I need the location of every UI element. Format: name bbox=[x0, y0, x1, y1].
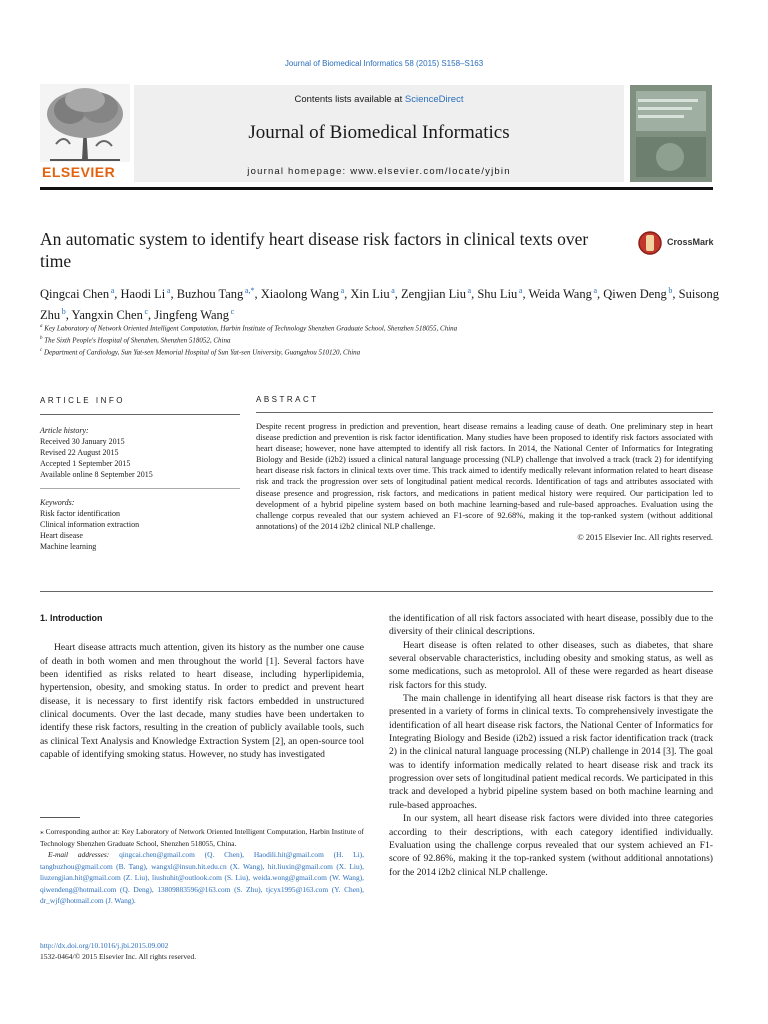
author-name: Qingcai Chen bbox=[40, 287, 110, 302]
masthead bbox=[40, 84, 713, 184]
body-column-right bbox=[389, 612, 713, 879]
history-label: Article history: bbox=[40, 426, 89, 435]
abstract bbox=[256, 395, 713, 543]
keyword-item: Machine learning bbox=[40, 542, 97, 551]
crossmark-badge[interactable] bbox=[638, 231, 714, 255]
footnote bbox=[40, 826, 364, 907]
crossmark-icon bbox=[638, 231, 662, 255]
author-name: Suisong Zhu bbox=[40, 287, 719, 323]
affiliation-marker: a bbox=[40, 324, 43, 329]
article-info bbox=[40, 395, 240, 552]
author-name: Xin Liu bbox=[350, 287, 390, 302]
body-paragraph: The main challenge in identifying all heart disease risk factors is that they are presented in a variety of forms in clinical texts. To comprehensively investigate the identification of all heart disease risk factors, the National Center of Informatics for Integrating Biology and Beside (i2b2) issued a risk factor identification track (track 2) in the clinical natural language processing (NLP) challenge in 2014 [3]. The goal was to identify information medically related to heart disease risk and track its progression over sets of longitudinal patient medical records. We participated in this track and developed a hybrid pipeline system based on both machine learning and rule-based approaches. bbox=[389, 693, 713, 811]
author-affiliation-marker[interactable]: a bbox=[109, 286, 115, 295]
author-affiliation-marker[interactable]: a bbox=[338, 286, 345, 295]
email-addresses bbox=[40, 849, 364, 907]
history-item: Received 30 January 2015 bbox=[40, 437, 125, 446]
author-name: Shu Liu bbox=[477, 287, 518, 302]
affiliation-marker: c bbox=[40, 347, 43, 353]
copyright: © 2015 Elsevier Inc. All rights reserved. bbox=[577, 532, 713, 542]
affiliation-text: Key Laboratory of Network Oriented Intelligent Computation, Harbin Institute of Technology Shenzhen Graduate School, Shenzhen 518055, China bbox=[42, 324, 458, 333]
masthead-rule bbox=[40, 187, 713, 190]
abstract-heading: ABSTRACT bbox=[256, 395, 319, 404]
section-heading-introduction: 1. Introduction bbox=[40, 613, 103, 623]
author-affiliation-marker[interactable]: a bbox=[165, 286, 171, 295]
journal-homepage[interactable]: journal homepage: www.elsevier.com/locate/yjbin bbox=[247, 166, 511, 177]
sciencedirect-link[interactable]: ScienceDirect bbox=[404, 94, 464, 105]
corresponding-author-note: ⁎ Corresponding author at: Key Laboratory of Network Oriented Intelligent Computation, Harbin Institute of Technology Shenzhen Graduate School, Shenzhen 518055, China. bbox=[40, 827, 364, 848]
author-name: Qiwen Deng bbox=[603, 287, 667, 302]
journal-cover-image bbox=[630, 85, 712, 182]
journal-reference-link[interactable]: Journal of Biomedical Informatics 58 (2015) S158–S163 bbox=[284, 59, 484, 68]
affiliation-marker: b bbox=[40, 335, 43, 341]
left-paragraphs bbox=[40, 641, 364, 761]
keyword-item: Risk factor identification bbox=[40, 509, 120, 518]
publisher-name: ELSEVIER bbox=[42, 164, 116, 180]
affiliation-text: The Sixth People's Hospital of Shenzhen, Shenzhen 518052, China bbox=[42, 336, 231, 345]
keyword-item: Clinical information extraction bbox=[40, 520, 140, 529]
history-item: Accepted 1 September 2015 bbox=[40, 459, 131, 468]
body-paragraph: Heart disease is often related to other diseases, such as diabetes, that share several observable characteristics, including obesity and smoking status, as well as some medications, such as metoprolol. All of these were regarded as heart disease risk factors for this study. bbox=[389, 639, 713, 691]
crossmark-label: CrossMark bbox=[667, 237, 714, 247]
author-name: Jingfeng Wang bbox=[154, 308, 230, 323]
abstract-rule bbox=[256, 412, 713, 413]
author-name: Xiaolong Wang bbox=[260, 287, 339, 302]
author-affiliation-marker[interactable]: a,* bbox=[243, 286, 255, 295]
affiliation-item bbox=[40, 322, 720, 334]
footnote-rule bbox=[40, 817, 80, 818]
contents-prefix: Contents lists available at bbox=[294, 94, 405, 105]
article-info-heading: ARTICLE INFO bbox=[40, 396, 125, 405]
history-item: Revised 22 August 2015 bbox=[40, 448, 119, 457]
keywords-list bbox=[40, 508, 240, 552]
journal-title: Journal of Biomedical Informatics bbox=[248, 122, 510, 143]
author-name: Buzhou Tang bbox=[176, 287, 244, 302]
author-affiliation-marker[interactable]: b bbox=[60, 307, 66, 317]
author-name: Zengjian Liu bbox=[401, 287, 466, 302]
abstract-bottom-rule bbox=[40, 591, 713, 592]
author-affiliation-marker[interactable]: a bbox=[517, 286, 523, 295]
article-title: An automatic system to identify heart disease risk factors in clinical texts over time bbox=[40, 229, 589, 271]
history-item: Available online 8 September 2015 bbox=[40, 470, 153, 479]
affiliation-item bbox=[40, 346, 720, 358]
keywords-label: Keywords: bbox=[40, 498, 75, 507]
article-info-rule bbox=[40, 414, 240, 415]
affiliation-text: Department of Cardiology, Sun Yat-sen Memorial Hospital of Sun Yat-sen University, Guangzhou 510120, China bbox=[42, 347, 361, 356]
author-name: Weida Wang bbox=[528, 287, 592, 302]
author-affiliation-marker[interactable]: a bbox=[591, 286, 598, 295]
contents-line bbox=[134, 94, 624, 105]
doi-link[interactable]: http://dx.doi.org/10.1016/j.jbi.2015.09.002 bbox=[40, 941, 169, 950]
author-affiliation-marker[interactable]: b bbox=[666, 286, 673, 295]
body-paragraph: In our system, all heart disease risk factors were divided into three categories according to their descriptions, with each category identified individually. Evaluation using the challenge corpus revealed that our system achieved an F1-score of 92.86%, making it the top-ranked system (without additional annotations) for the 2014 i2b2 clinical NLP challenge. bbox=[389, 813, 713, 878]
author-name: Haodi Li bbox=[120, 287, 166, 302]
body-paragraph: Heart disease attracts much attention, given its history as the number one cause of death in both women and men throughout the world [1]. Several factors have been identified as risks related to heart disease, including hyperlipidemia, hypertension, obesity, and smoking status. In order to predict and prevent heart disease, it is necessary to first identify risk factors embedded in unstructured clinical documents. Over the last decade, many studies have been undertaken to identify these risk factors, resulting in the creation of publicly available tools, such as clinical Text Analysis and Knowledge Extraction System [2], an open-source tool capable of identifying smoking status. However, no study has investigated bbox=[40, 642, 364, 761]
email-label: E-mail addresses: bbox=[48, 850, 110, 859]
issn-line: 1532-0464/© 2015 Elsevier Inc. All rights reserved. bbox=[40, 952, 197, 961]
body-column-left bbox=[40, 612, 364, 761]
journal-banner bbox=[134, 85, 624, 182]
author-name: Yangxin Chen bbox=[71, 308, 143, 323]
email-list[interactable]: qingcai.chen@gmail.com (Q. Chen), Haodili.hit@gmail.com (H. Li), tangbuzhou@gmail.com (B. Tang), wangxl@insun.hit.edu.cn (X. Wang), hit.liuxin@gmail.com (X. Liu), liuzengjian.hit@gmail.com (Z. Liu), liushuhit@outlook.com (S. Liu), weida.wong@gmail.com (W. Wang), qiwendeng@hotmail.com (Q. Deng), 13809883596@163.com (S. Zhu), tjcyx1995@163.com (Y. Chen), dr_wjf@hotmail.com (J. Wang). bbox=[40, 850, 364, 905]
affiliation-item bbox=[40, 334, 720, 346]
author-affiliation-marker[interactable]: c bbox=[142, 307, 149, 317]
author-list: Qingcai Chen $^a$, Haodi Li $^a$, Buzhou Tang $^{a,*}$, Xiaolong Wang $^a$, Xin Liu $^a$, Zengjian Liu $^a$, Shu Liu $^a$, Weida Wang $^a$, Qiwen Deng $^b$, Suisong Zhu $^b$, Yangxin Chen $^c$, Jingfeng Wang $^c$ bbox=[40, 286, 719, 323]
author-affiliation-marker[interactable]: a bbox=[389, 286, 395, 295]
abstract-text: Despite recent progress in prediction and prevention, heart disease remains a leading cause of death. One preliminary step in heart disease prediction and prevention is risk factor identification. Many studies have been proposed to identify risk factors associated with heart disease; however, none have attempted to identify all risk factors. In 2014, the National Center of Informatics for Integrating Biology and Beside (i2b2) issued a clinical natural language processing (NLP) challenge that involved a track (track 2) for identifying heart disease risk factors in clinical texts over time. This track aimed to identify medically relevant information related to heart disease risk and track the progression over sets of longitudinal patient medical records. Identification of tags and attributes associated with disease presence and progression, risk factors, and medications in patient medical history were required. Our participation led to development of a hybrid pipeline system based on both machine learning-based and rule-based approaches. Evaluation using the challenge corpus revealed that our system achieved an F1-score of 92.68%, making it the top-ranked system (without additional annotations) of the 2014 i2b2 clinical NLP challenge. bbox=[256, 422, 713, 531]
author-affiliation-marker[interactable]: a bbox=[465, 286, 472, 295]
doi-block bbox=[40, 940, 196, 962]
author-affiliation-marker[interactable]: c bbox=[229, 307, 235, 317]
keywords-rule bbox=[40, 488, 240, 489]
body-paragraph: the identification of all risk factors associated with heart disease, possibly due to the diversity of their clinical descriptions. bbox=[389, 613, 713, 638]
affiliations bbox=[40, 322, 720, 357]
history-list bbox=[40, 436, 240, 480]
keyword-item: Heart disease bbox=[40, 531, 83, 540]
right-paragraphs bbox=[389, 612, 713, 879]
